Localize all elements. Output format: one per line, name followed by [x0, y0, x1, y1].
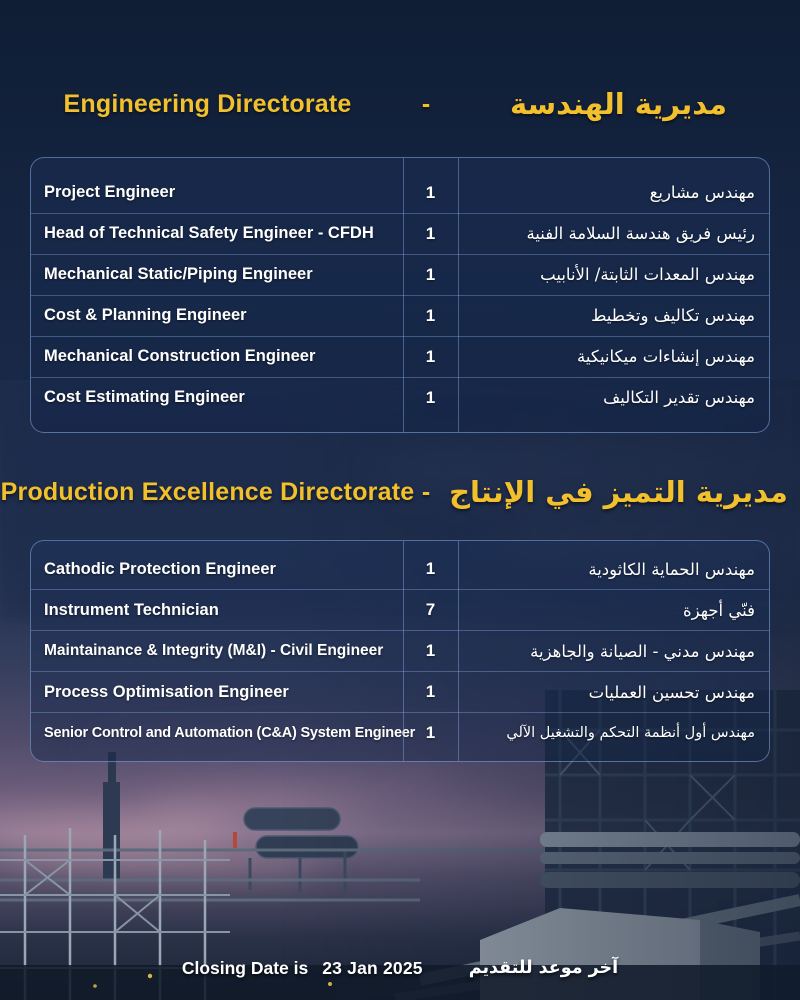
closing-date-bar	[0, 950, 800, 986]
table-row	[31, 377, 769, 418]
job-title-ar-cell: رئيس فريق هندسة السلامة الفنية	[526, 224, 755, 243]
job-title-en-cell: Head of Technical Safety Engineer - CFDH	[44, 224, 374, 242]
vacancy-count-cell: 1	[425, 264, 436, 284]
vacancy-count-cell: 1	[425, 346, 436, 366]
vacancy-count-cell: 1	[425, 559, 436, 578]
vacancy-count-cell: 1	[425, 305, 436, 325]
table-row	[31, 589, 769, 630]
section-title-ar: مديرية التميز في الإنتاج	[449, 475, 788, 509]
title-separator-dash: -	[421, 89, 431, 118]
table-row	[31, 630, 769, 671]
table-row	[31, 671, 769, 712]
job-table-production-excellence	[30, 540, 770, 762]
table-row	[31, 712, 769, 753]
job-title-ar-cell: مهندس المعدات الثابتة/ الأنابيب	[540, 265, 755, 284]
table-row	[31, 213, 769, 254]
job-title-ar-cell: مهندس تحسين العمليات	[588, 682, 755, 702]
job-title-ar-cell: مهندس الحماية الكاثودية	[588, 559, 755, 579]
job-title-en-cell: Mechanical Construction Engineer	[44, 347, 316, 365]
job-title-en-cell: Cost Estimating Engineer	[44, 388, 245, 406]
job-title-en-cell: Senior Control and Automation (C&A) System Engineer	[44, 725, 416, 741]
job-title-ar-cell: مهندس إنشاءات ميكانيكية	[577, 347, 755, 366]
table-row	[31, 295, 769, 336]
vacancy-count-cell: 1	[425, 182, 436, 202]
closing-date-label-ar: آخر موعد للتقديم	[468, 958, 619, 978]
closing-date-value: 23 Jan 2025	[322, 957, 423, 978]
job-title-en-cell: Instrument Technician	[44, 600, 219, 619]
section-title-en: Production Excellence Directorate	[0, 477, 415, 506]
job-title-ar-cell: مهندس مشاريع	[649, 183, 755, 202]
section-title-ar: مديرية الهندسة	[510, 87, 727, 121]
column-divider	[403, 541, 404, 761]
job-title-en-cell: Process Optimisation Engineer	[44, 682, 289, 701]
job-table-engineering	[30, 157, 770, 433]
job-title-ar-cell: فنّي أجهزة	[682, 600, 755, 620]
section-title-en: Engineering Directorate	[63, 89, 352, 118]
vacancy-count-cell: 1	[425, 682, 436, 701]
vacancy-count-cell: 1	[425, 223, 436, 243]
vacancy-count-cell: 1	[425, 641, 436, 660]
column-divider	[403, 158, 404, 432]
job-title-en-cell: Cost & Planning Engineer	[44, 306, 247, 324]
table-row	[31, 254, 769, 295]
table-row	[31, 549, 769, 589]
closing-date-label: Closing Date is	[181, 957, 309, 978]
job-title-en-cell: Maintainance & Integrity (M&I) - Civil Engineer	[44, 642, 384, 659]
section-header-production-excellence	[0, 470, 800, 514]
job-title-ar-cell: مهندس أول أنظمة التحكم والتشغيل الآلي	[506, 725, 755, 741]
job-title-ar-cell: مهندس تكاليف وتخطيط	[591, 306, 755, 325]
job-title-en-cell: Cathodic Protection Engineer	[44, 559, 276, 578]
job-title-en-cell: Project Engineer	[44, 183, 176, 201]
vacancy-count-cell: 7	[425, 600, 436, 619]
section-header-engineering	[0, 82, 800, 126]
column-divider	[458, 541, 459, 761]
job-title-en-cell: Mechanical Static/Piping Engineer	[44, 265, 313, 283]
table-row	[31, 336, 769, 377]
job-title-ar-cell: مهندس مدني - الصيانة والجاهزية	[530, 641, 755, 661]
vacancy-count-cell: 1	[425, 723, 436, 742]
table-row	[31, 173, 769, 213]
vacancy-count-cell: 1	[425, 387, 436, 407]
column-divider	[458, 158, 459, 432]
title-separator-dash: -	[421, 477, 431, 506]
job-title-ar-cell: مهندس تقدير التكاليف	[603, 388, 755, 407]
